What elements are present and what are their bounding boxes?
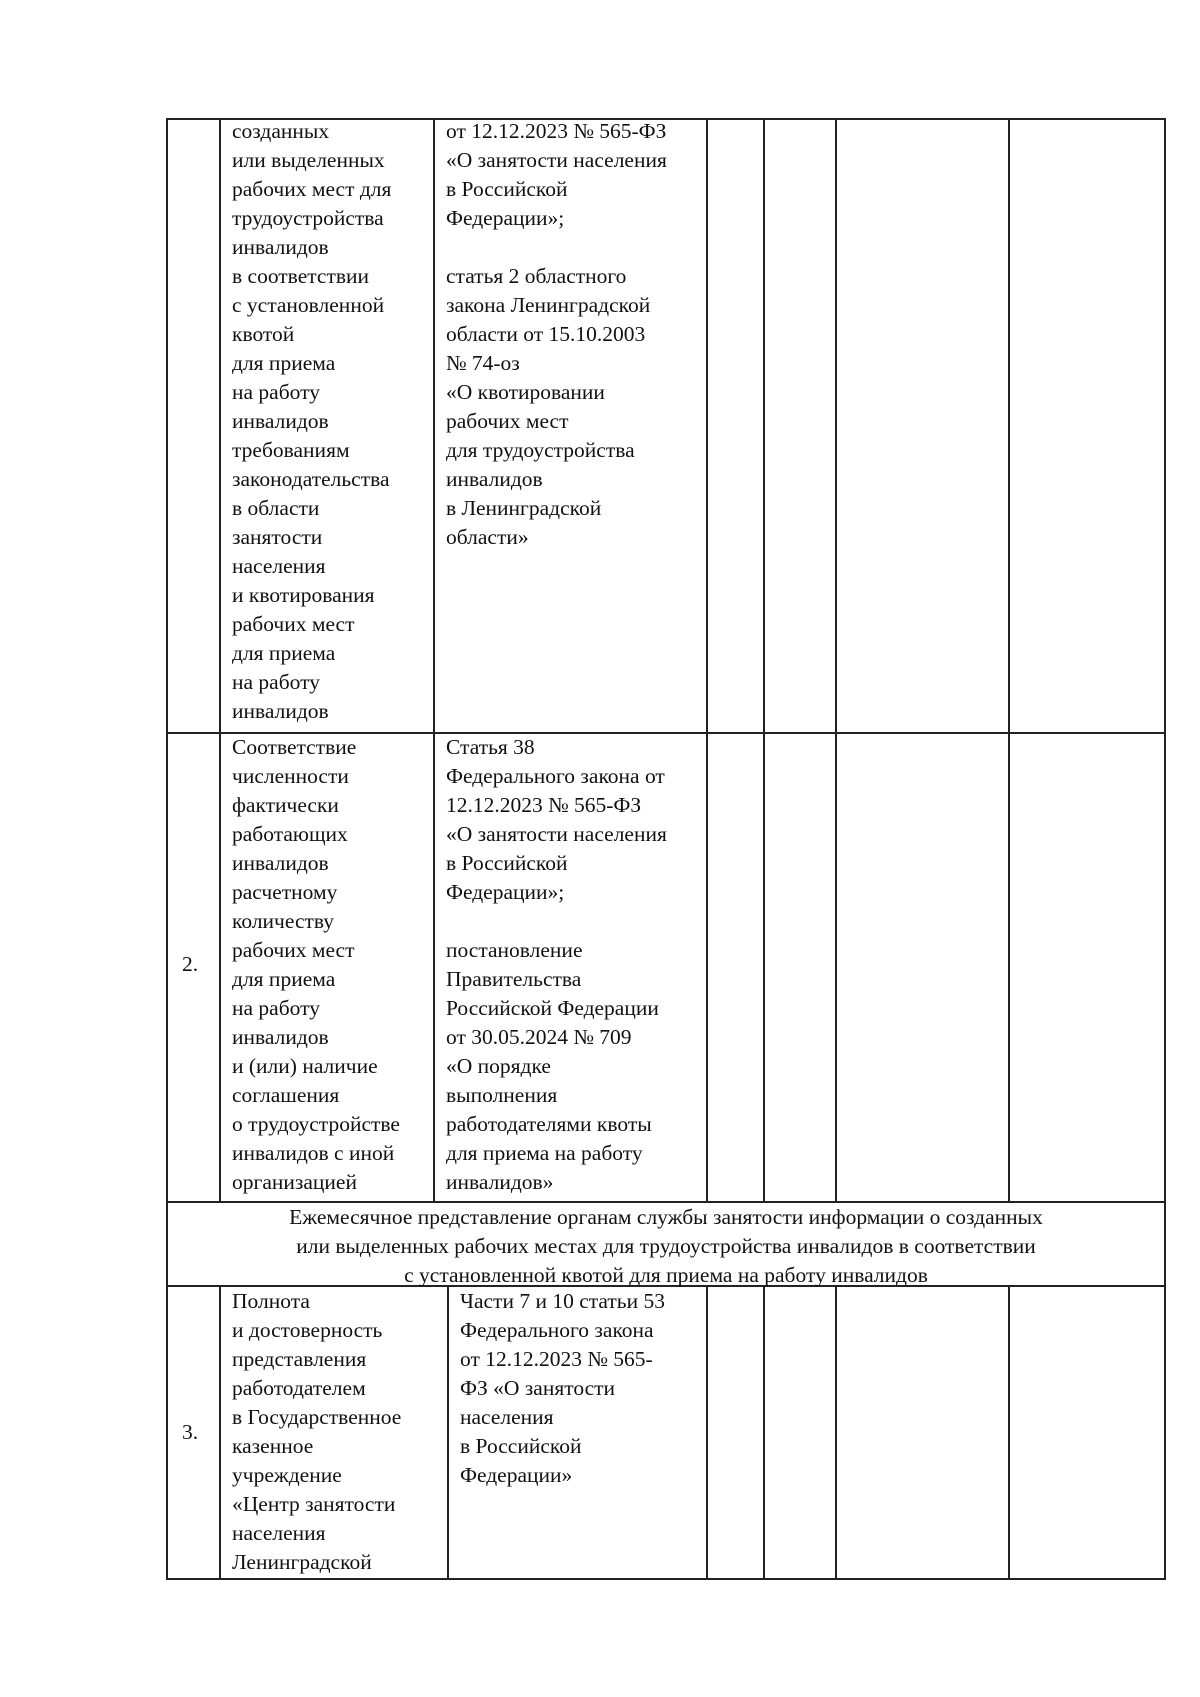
col-divider xyxy=(763,1285,765,1578)
col-divider xyxy=(1008,1285,1010,1578)
col-divider xyxy=(433,118,435,1201)
row-number: 2. xyxy=(182,952,199,976)
col-divider xyxy=(447,1285,449,1578)
col-divider xyxy=(219,1285,221,1578)
col-divider xyxy=(835,1285,837,1578)
col-divider xyxy=(763,118,765,1201)
legal-basis-text: Статья 38 Федерального закона от 12.12.2023 № 565-ФЗ «О занятости населения в Российской Федерации»; постановление Правительства Российской Федерации от 30.05.2024 № 709 «О порядке выполнения работодателями квоты для приема на работу инвалидов» xyxy=(446,735,667,1194)
col-divider xyxy=(835,118,837,1201)
col-divider xyxy=(166,1285,168,1578)
col-divider xyxy=(1164,118,1166,1201)
col-divider xyxy=(1008,118,1010,1201)
table-border-bottom xyxy=(166,1578,1166,1580)
section-header: Ежемесячное представление органам службы занятости информации о созданных или выделенных рабочих местах для трудоустройства инвалидов в соответствии с установленной квотой для приема на работу инвалидов xyxy=(289,1205,1043,1287)
col-divider xyxy=(706,1285,708,1578)
requirement-text: Соответствие численности фактически работающих инвалидов расчетному количеству рабочих мест для приема на работу инвалидов и (или) наличие соглашения о трудоустройстве инвалидов с иной организацией xyxy=(232,735,400,1194)
requirement-text: созданных или выделенных рабочих мест для трудоустройства инвалидов в соответствии с установленной квотой для приема на работу инвалидов требованиям законодательства в области занятости населения и квотирования рабочих мест для приема на работу инвалидов xyxy=(232,119,392,723)
legal-basis-text: от 12.12.2023 № 565-ФЗ «О занятости населения в Российской Федерации»; статья 2 областного закона Ленинградской области от 15.10.2003 № 74-оз «О квотировании рабочих мест для трудоустройства инвалидов в Ленинградской области» xyxy=(446,119,667,549)
row-number: 3. xyxy=(182,1420,199,1444)
col-divider xyxy=(1164,1285,1166,1578)
col-divider xyxy=(166,118,168,1201)
legal-basis-text: Части 7 и 10 статьи 53 Федерального закона от 12.12.2023 № 565- ФЗ «О занятости населения в Российской Федерации» xyxy=(460,1289,665,1487)
col-divider xyxy=(219,118,221,1201)
requirement-text: Полнота и достоверность представления работодателем в Государственное казенное учреждение «Центр занятости населения Ленинградской xyxy=(232,1289,402,1574)
col-divider xyxy=(706,118,708,1201)
